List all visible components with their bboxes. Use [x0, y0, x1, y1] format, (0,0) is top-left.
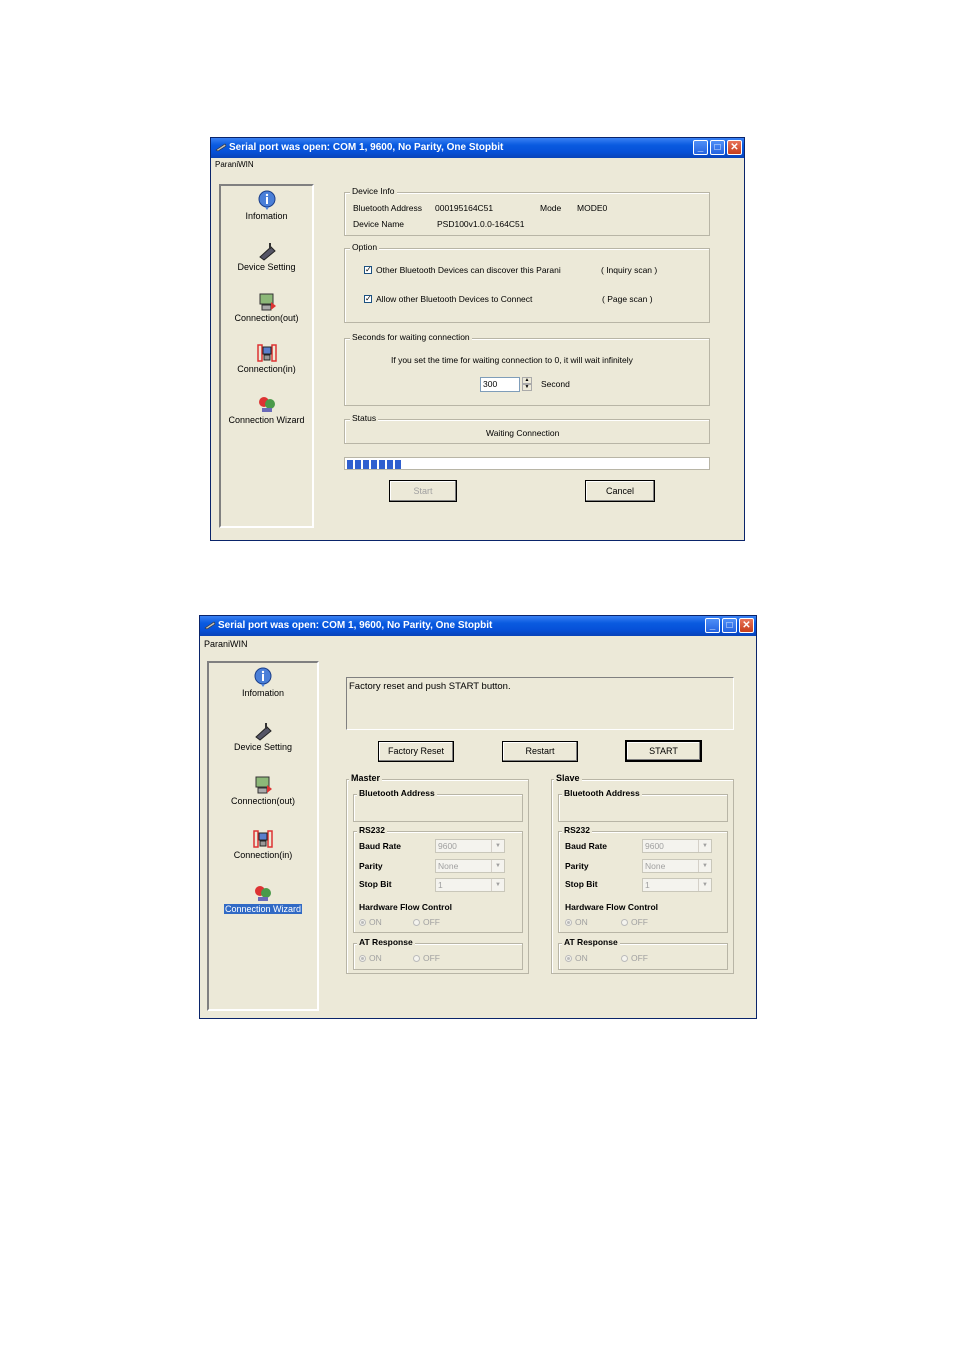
- page-scan-hint: ( Page scan ): [602, 294, 653, 304]
- slave-bt-address-group: [558, 788, 728, 822]
- slave-parity-label: Parity: [565, 861, 589, 871]
- sidebar: [207, 661, 319, 1011]
- nav-connection-wizard-label: Connection Wizard: [224, 904, 302, 914]
- master-hfc-off-label: OFF: [423, 917, 440, 927]
- wait-unit: Second: [541, 379, 570, 389]
- slave-group: [551, 773, 734, 974]
- master-stopbit-value: 1: [438, 880, 443, 890]
- nav-connection-out-label: Connection(out): [234, 313, 299, 323]
- nav-information[interactable]: [221, 190, 312, 221]
- slave-at-on-radio[interactable]: [565, 953, 588, 963]
- slave-parity-select[interactable]: [642, 859, 712, 873]
- wizard-message: Factory reset and push START button.: [349, 681, 511, 692]
- computer-out-icon: [253, 775, 273, 795]
- window-title: Serial port was open: COM 1, 9600, No Parity, One Stopbit: [218, 620, 493, 631]
- master-baud-label: Baud Rate: [359, 841, 402, 851]
- status-legend: Status: [352, 413, 377, 423]
- slave-hfc-label: Hardware Flow Control: [565, 902, 659, 912]
- inquiry-scan-hint: ( Inquiry scan ): [601, 265, 658, 275]
- nav-device-setting-label: Device Setting: [233, 742, 293, 752]
- nav-connection-wizard-label: Connection Wizard: [228, 415, 305, 425]
- info-icon: [253, 667, 273, 687]
- nav-connection-in[interactable]: [221, 343, 312, 374]
- inquiry-scan-label: Other Bluetooth Devices can discover this Parani: [376, 265, 561, 275]
- master-at-on-radio[interactable]: [359, 953, 382, 963]
- master-hfc-on-label: ON: [369, 917, 382, 927]
- cancel-button[interactable]: Cancel: [585, 480, 655, 502]
- spin-up-icon[interactable]: ▲: [522, 377, 532, 384]
- slave-at-off-radio[interactable]: [621, 953, 648, 963]
- restart-button[interactable]: Restart: [502, 741, 578, 762]
- device-name-value: PSD100v1.0.0-164C51: [437, 219, 525, 229]
- nav-information-label: Infomation: [245, 211, 288, 221]
- chevron-down-icon[interactable]: ▼: [491, 879, 504, 891]
- slave-at-legend: AT Response: [564, 937, 618, 947]
- menu-paraniwin[interactable]: ParaniWIN: [204, 639, 248, 649]
- master-parity-select[interactable]: [435, 859, 505, 873]
- nav-connection-in-label: Connection(in): [233, 850, 293, 860]
- computer-out-icon: [257, 292, 277, 312]
- slave-legend: Slave: [556, 773, 580, 783]
- wait-note: If you set the time for waiting connection to 0, it will wait infinitely: [391, 355, 633, 365]
- start-button[interactable]: START: [625, 740, 702, 762]
- nav-connection-wizard[interactable]: [209, 883, 317, 914]
- master-hfc-on-radio[interactable]: [359, 917, 382, 927]
- slave-parity-value: None: [645, 861, 666, 871]
- master-rs232-legend: RS232: [359, 825, 385, 835]
- connection-progress-bar: [344, 457, 710, 470]
- wizard-icon: [253, 883, 273, 903]
- progress-block: [379, 460, 385, 469]
- master-baud-select[interactable]: [435, 839, 505, 853]
- bt-address-label: Bluetooth Address: [353, 203, 422, 213]
- bt-address-value: 000195164C51: [435, 203, 494, 213]
- wait-seconds-input[interactable]: 300: [480, 377, 520, 392]
- chevron-down-icon[interactable]: ▼: [698, 879, 711, 891]
- slave-stopbit-select[interactable]: [642, 878, 712, 892]
- progress-block: [387, 460, 393, 469]
- maximize-icon[interactable]: □: [722, 618, 737, 633]
- slave-at-group: [558, 937, 728, 970]
- nav-connection-out-label: Connection(out): [230, 796, 296, 806]
- slave-rs232-legend: RS232: [564, 825, 590, 835]
- progress-block: [347, 460, 353, 469]
- nav-device-setting[interactable]: [221, 241, 312, 272]
- wait-group: [344, 332, 710, 406]
- start-button[interactable]: Start: [389, 480, 457, 502]
- nav-connection-out[interactable]: [209, 775, 317, 806]
- progress-block: [371, 460, 377, 469]
- app-icon: [215, 143, 227, 152]
- master-stopbit-select[interactable]: [435, 878, 505, 892]
- device-icon: [257, 241, 277, 261]
- master-parity-label: Parity: [359, 861, 383, 871]
- chevron-down-icon[interactable]: ▼: [491, 840, 504, 852]
- slave-bt-address-legend: Bluetooth Address: [564, 788, 640, 798]
- master-hfc-off-radio[interactable]: [413, 917, 440, 927]
- nav-connection-out[interactable]: [221, 292, 312, 323]
- close-icon[interactable]: ✕: [727, 140, 742, 155]
- slave-baud-label: Baud Rate: [565, 841, 608, 851]
- master-group: [346, 773, 529, 974]
- factory-reset-button[interactable]: Factory Reset: [378, 741, 454, 762]
- connection-wizard-window: [199, 615, 757, 1019]
- master-legend: Master: [351, 773, 381, 783]
- master-bt-address-legend: Bluetooth Address: [359, 788, 435, 798]
- mode-value: MODE0: [577, 203, 608, 213]
- status-text: Waiting Connection: [486, 428, 560, 438]
- master-at-legend: AT Response: [359, 937, 413, 947]
- slave-stopbit-value: 1: [645, 880, 650, 890]
- wizard-icon: [257, 394, 277, 414]
- slave-baud-value: 9600: [645, 841, 664, 851]
- minimize-icon[interactable]: _: [693, 140, 708, 155]
- nav-connection-in[interactable]: [209, 829, 317, 860]
- slave-baud-select[interactable]: [642, 839, 712, 853]
- spin-down-icon[interactable]: ▼: [522, 384, 532, 391]
- device-icon: [253, 721, 273, 741]
- wait-legend: Seconds for waiting connection: [352, 332, 470, 342]
- chevron-down-icon[interactable]: ▼: [698, 840, 711, 852]
- master-at-off-radio[interactable]: [413, 953, 440, 963]
- master-parity-value: None: [438, 861, 459, 871]
- master-at-group: [353, 937, 523, 970]
- option-legend: Option: [352, 242, 378, 252]
- device-info-window: [210, 137, 745, 541]
- slave-hfc-off-label: OFF: [631, 917, 648, 927]
- title-bar[interactable]: [200, 616, 756, 636]
- chevron-down-icon[interactable]: ▼: [491, 860, 504, 872]
- chevron-down-icon[interactable]: ▼: [698, 860, 711, 872]
- computer-in-icon: [253, 829, 273, 849]
- nav-connection-wizard[interactable]: [221, 394, 312, 425]
- page-scan-checkbox[interactable]: ✓: [365, 294, 372, 303]
- slave-at-off-label: OFF: [631, 953, 648, 963]
- slave-hfc-on-label: ON: [575, 917, 588, 927]
- master-bt-address-group: [353, 788, 523, 822]
- master-hfc-label: Hardware Flow Control: [359, 902, 453, 912]
- device-name-label: Device Name: [353, 219, 405, 229]
- nav-device-setting[interactable]: [209, 721, 317, 752]
- progress-block: [355, 460, 361, 469]
- device-info-legend: Device Info: [352, 186, 395, 196]
- wait-seconds-spinner[interactable]: [522, 377, 532, 391]
- page-scan-label: Allow other Bluetooth Devices to Connect: [376, 294, 533, 304]
- device-info-group: [344, 186, 710, 236]
- nav-information-label: Infomation: [241, 688, 285, 698]
- nav-connection-in-label: Connection(in): [237, 364, 296, 374]
- option-group: [344, 242, 710, 323]
- slave-rs232-group: [558, 825, 728, 933]
- close-icon[interactable]: ✕: [739, 618, 754, 633]
- slave-hfc-on-radio[interactable]: [565, 917, 588, 927]
- nav-device-setting-label: Device Setting: [237, 262, 296, 272]
- window-title: Serial port was open: COM 1, 9600, No Parity, One Stopbit: [229, 142, 504, 153]
- slave-at-on-label: ON: [575, 953, 588, 963]
- minimize-icon[interactable]: _: [705, 618, 720, 633]
- master-at-off-label: OFF: [423, 953, 440, 963]
- status-group: [344, 413, 710, 444]
- master-baud-value: 9600: [438, 841, 457, 851]
- title-bar[interactable]: [211, 138, 744, 158]
- computer-in-icon: [257, 343, 277, 363]
- progress-block: [363, 460, 369, 469]
- nav-information[interactable]: [209, 667, 317, 698]
- maximize-icon[interactable]: □: [710, 140, 725, 155]
- menu-paraniwin[interactable]: ParaniWIN: [215, 160, 254, 169]
- progress-block: [395, 460, 401, 469]
- sidebar: [219, 184, 314, 528]
- mode-label: Mode: [540, 203, 562, 213]
- app-icon: [204, 621, 216, 630]
- master-at-on-label: ON: [369, 953, 382, 963]
- master-stopbit-label: Stop Bit: [359, 879, 392, 889]
- slave-hfc-off-radio[interactable]: [621, 917, 648, 927]
- master-rs232-group: [353, 825, 523, 933]
- wizard-message-box: [346, 677, 734, 730]
- info-icon: [257, 190, 277, 210]
- slave-stopbit-label: Stop Bit: [565, 879, 598, 889]
- inquiry-scan-checkbox[interactable]: ✓: [365, 265, 372, 274]
